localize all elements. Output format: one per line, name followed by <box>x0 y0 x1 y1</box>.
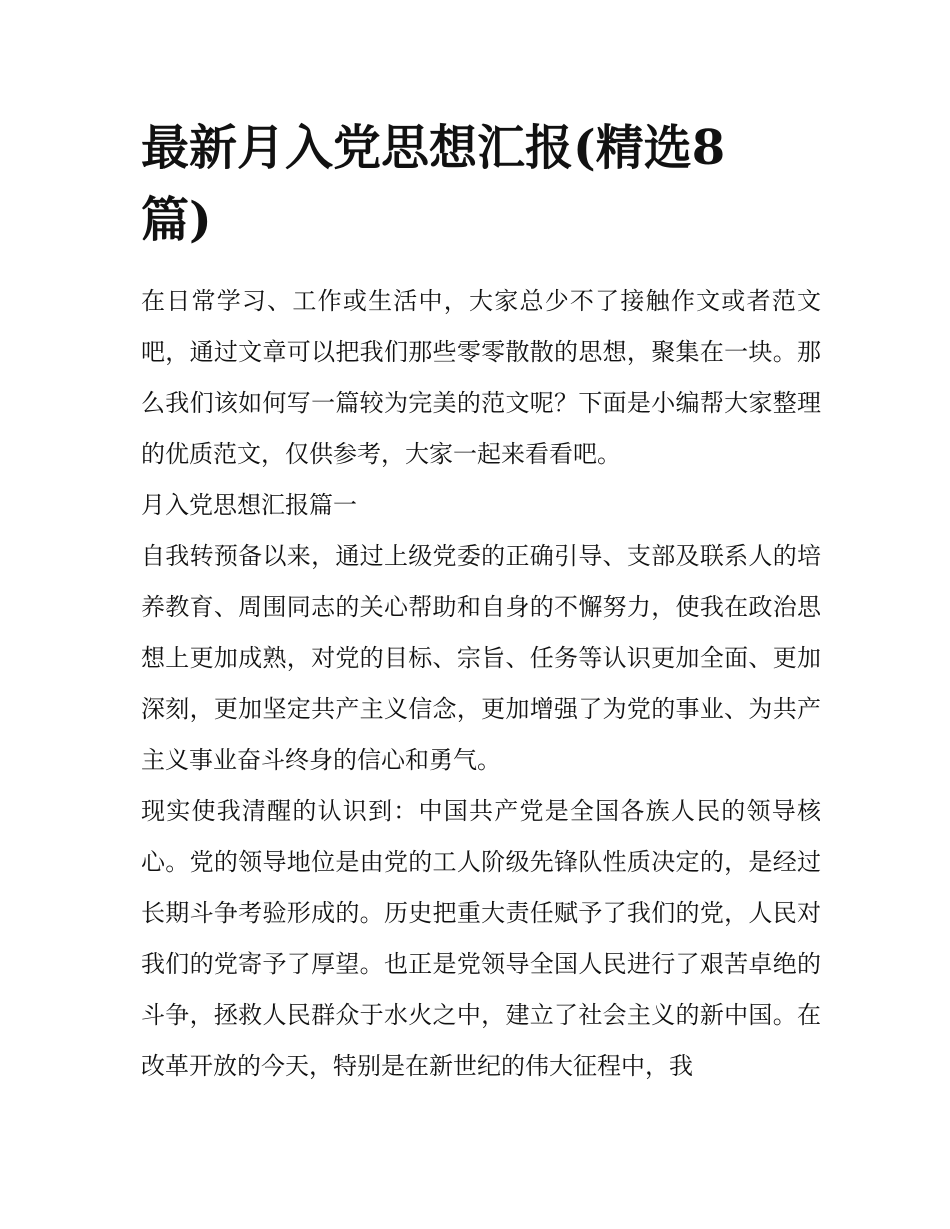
document-body <box>141 276 821 1092</box>
body-paragraph-2: 现实使我清醒的认识到：中国共产党是全国各族人民的领导核心。党的领导地位是由党的工人阶级先锋队性质决定的，是经过长期斗争考验形成的。历史把重大责任赋予了我们的党，人民对我们的党寄予了厚望。也正是党领导全国人民进行了艰苦卓绝的斗争，拯救人民群众于水火之中，建立了社会主义的新中国。在改革开放的今天，特别是在新世纪的伟大征程中，我 <box>141 797 821 1080</box>
document-title: 最新月入党思想汇报(精选8篇) <box>141 120 726 248</box>
body-paragraph-1: 自我转预备以来，通过上级党委的正确引导、支部及联系人的培养教育、周围同志的关心帮助和自身的不懈努力，使我在政治思想上更加成熟，对党的目标、宗旨、任务等认识更加全面、更加深刻，更加坚定共产主义信念，更加增强了为党的事业、为共产主义事业奋斗终身的信心和勇气。 <box>141 542 821 774</box>
section-heading: 月入党思想汇报篇一 <box>141 491 357 519</box>
intro-paragraph: 在日常学习、工作或生活中，大家总少不了接触作文或者范文吧，通过文章可以把我们那些零零散散的思想，聚集在一块。那么我们该如何写一篇较为完美的范文呢？下面是小编帮大家整理的优质范文，仅供参考，大家一起来看看吧。 <box>141 287 821 468</box>
